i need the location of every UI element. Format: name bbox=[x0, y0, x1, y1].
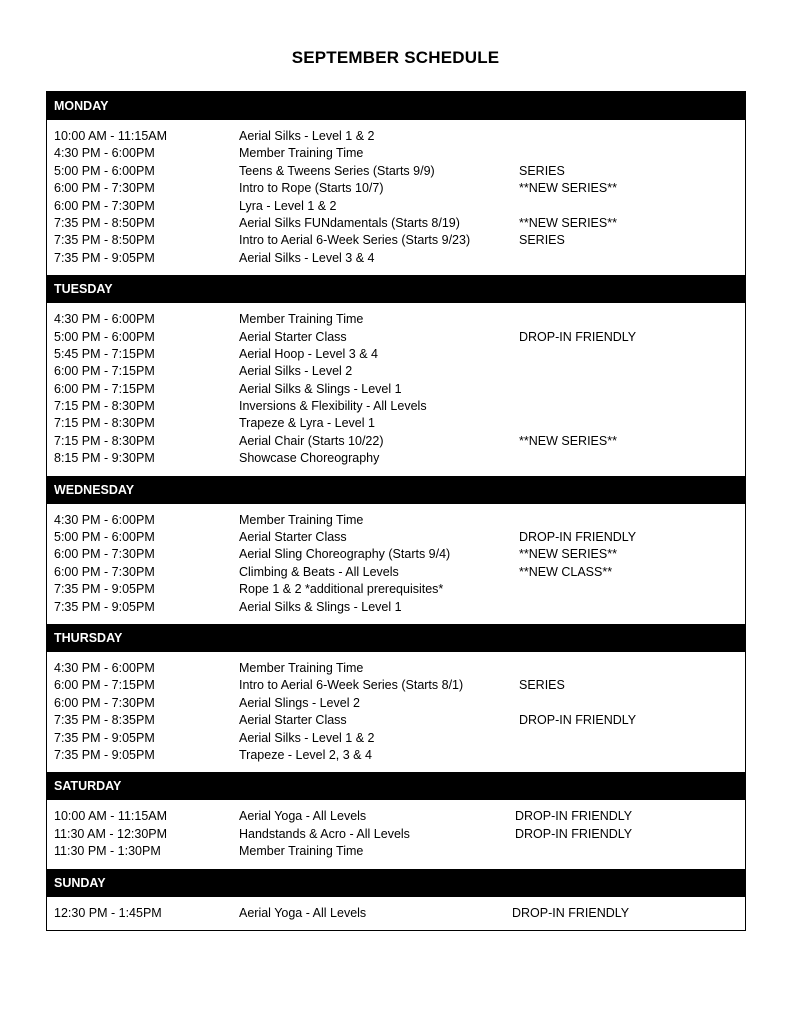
schedule-table bbox=[46, 91, 746, 931]
day-body-sunday bbox=[47, 897, 745, 930]
day-header-thursday: THURSDAY bbox=[47, 624, 745, 652]
class-name: Aerial Silks & Slings - Level 1 bbox=[239, 599, 402, 614]
class-time: 11:30 AM - 12:30PM bbox=[54, 826, 168, 841]
schedule-row bbox=[47, 529, 745, 546]
schedule-row bbox=[47, 381, 745, 398]
class-name: Member Training Time bbox=[239, 844, 364, 859]
class-note: DROP-IN FRIENDLY bbox=[519, 329, 637, 344]
class-time: 10:00 AM - 11:15AM bbox=[54, 809, 168, 824]
schedule-row bbox=[47, 232, 745, 249]
class-time: 6:00 PM - 7:30PM bbox=[54, 547, 155, 562]
day-header-sunday: SUNDAY bbox=[47, 869, 745, 897]
day-header-wednesday: WEDNESDAY bbox=[47, 476, 745, 504]
class-name: Aerial Silks - Level 2 bbox=[239, 364, 353, 379]
class-note: SERIES bbox=[519, 233, 565, 248]
schedule-row bbox=[47, 128, 745, 145]
class-name: Member Training Time bbox=[239, 312, 364, 327]
schedule-row bbox=[47, 564, 745, 581]
class-time: 7:35 PM - 9:05PM bbox=[54, 599, 155, 614]
schedule-row bbox=[47, 660, 745, 677]
schedule-row bbox=[47, 599, 745, 616]
class-time: 7:35 PM - 8:35PM bbox=[54, 713, 155, 728]
class-time: 6:00 PM - 7:30PM bbox=[54, 564, 155, 579]
class-time: 12:30 PM - 1:45PM bbox=[54, 905, 162, 920]
schedule-row bbox=[47, 433, 745, 450]
class-time: 10:00 AM - 11:15AM bbox=[54, 129, 168, 143]
class-time: 7:15 PM - 8:30PM bbox=[54, 399, 155, 414]
class-name: Trapeze & Lyra - Level 1 bbox=[239, 416, 375, 431]
schedule-row bbox=[47, 145, 745, 162]
class-name: Teens & Tweens Series (Starts 9/9) bbox=[239, 163, 435, 178]
class-time: 4:30 PM - 6:00PM bbox=[54, 660, 155, 675]
class-time: 6:00 PM - 7:15PM bbox=[54, 678, 155, 693]
class-name: Inversions & Flexibility - All Levels bbox=[239, 399, 427, 414]
schedule-row bbox=[47, 415, 745, 432]
class-note: **NEW SERIES** bbox=[519, 181, 617, 196]
day-header-saturday: SATURDAY bbox=[47, 772, 745, 800]
class-name: Aerial Silks FUNdamentals (Starts 8/19) bbox=[239, 215, 460, 230]
class-name: Aerial Yoga - All Levels bbox=[239, 809, 367, 824]
class-time: 5:00 PM - 6:00PM bbox=[54, 530, 155, 545]
class-time: 8:15 PM - 9:30PM bbox=[54, 451, 155, 466]
class-name: Aerial Starter Class bbox=[239, 713, 347, 728]
class-time: 7:35 PM - 9:05PM bbox=[54, 730, 155, 745]
class-name: Intro to Aerial 6-Week Series (Starts 8/1) bbox=[239, 678, 464, 693]
class-name: Aerial Silks - Level 1 & 2 bbox=[239, 129, 375, 143]
class-time: 11:30 PM - 1:30PM bbox=[54, 844, 161, 859]
class-note: **NEW SERIES** bbox=[519, 433, 617, 448]
schedule-row bbox=[47, 198, 745, 215]
class-note: DROP-IN FRIENDLY bbox=[512, 905, 630, 920]
schedule-row bbox=[47, 747, 745, 764]
schedule-row bbox=[47, 512, 745, 529]
class-time: 7:35 PM - 8:50PM bbox=[54, 233, 155, 248]
class-name: Member Training Time bbox=[239, 512, 364, 527]
day-body-monday bbox=[47, 120, 745, 275]
class-name: Intro to Rope (Starts 10/7) bbox=[239, 181, 384, 196]
schedule-row bbox=[47, 826, 745, 843]
class-time: 4:30 PM - 6:00PM bbox=[54, 512, 155, 527]
class-time: 6:00 PM - 7:30PM bbox=[54, 198, 155, 213]
class-time: 5:45 PM - 7:15PM bbox=[54, 346, 155, 361]
class-name: Member Training Time bbox=[239, 660, 364, 675]
class-note: **NEW SERIES** bbox=[519, 547, 617, 562]
schedule-row bbox=[47, 677, 745, 694]
class-time: 5:00 PM - 6:00PM bbox=[54, 163, 155, 178]
class-time: 6:00 PM - 7:15PM bbox=[54, 364, 155, 379]
class-time: 5:00 PM - 6:00PM bbox=[54, 329, 155, 344]
day-section-tuesday bbox=[47, 275, 745, 476]
class-name: Aerial Silks - Level 3 & 4 bbox=[239, 250, 375, 265]
schedule-row bbox=[47, 250, 745, 267]
page-title: SEPTEMBER SCHEDULE bbox=[291, 48, 500, 67]
schedule-row bbox=[47, 712, 745, 729]
schedule-row bbox=[47, 905, 745, 922]
schedule-row bbox=[47, 215, 745, 232]
class-time: 6:00 PM - 7:30PM bbox=[54, 695, 155, 710]
class-name: Aerial Slings - Level 2 bbox=[239, 695, 360, 710]
class-name: Climbing & Beats - All Levels bbox=[239, 564, 399, 579]
day-section-wednesday bbox=[47, 476, 745, 624]
day-body-thursday bbox=[47, 652, 745, 772]
schedule-row bbox=[47, 163, 745, 180]
class-note: DROP-IN FRIENDLY bbox=[519, 713, 637, 728]
day-section-monday bbox=[47, 92, 745, 275]
class-time: 4:30 PM - 6:00PM bbox=[54, 312, 155, 327]
class-name: Aerial Starter Class bbox=[239, 530, 347, 545]
schedule-row bbox=[47, 450, 745, 467]
day-body-wednesday bbox=[47, 504, 745, 624]
class-time: 6:00 PM - 7:15PM bbox=[54, 381, 155, 396]
class-name: Aerial Yoga - All Levels bbox=[239, 905, 367, 920]
class-note: DROP-IN FRIENDLY bbox=[515, 809, 633, 824]
class-name: Trapeze - Level 2, 3 & 4 bbox=[239, 747, 372, 762]
class-note: SERIES bbox=[519, 163, 565, 178]
day-header-monday: MONDAY bbox=[47, 92, 745, 120]
schedule-row bbox=[47, 180, 745, 197]
class-time: 6:00 PM - 7:30PM bbox=[54, 181, 155, 196]
class-note: **NEW CLASS** bbox=[519, 564, 613, 579]
class-name: Member Training Time bbox=[239, 146, 364, 161]
schedule-row bbox=[47, 581, 745, 598]
class-time: 7:35 PM - 9:05PM bbox=[54, 582, 155, 597]
class-time: 7:15 PM - 8:30PM bbox=[54, 416, 155, 431]
schedule-row bbox=[47, 329, 745, 346]
class-time: 7:35 PM - 9:05PM bbox=[54, 250, 155, 265]
class-time: 7:15 PM - 8:30PM bbox=[54, 433, 155, 448]
day-body-tuesday bbox=[47, 303, 745, 476]
schedule-row bbox=[47, 730, 745, 747]
class-note: **NEW SERIES** bbox=[519, 215, 617, 230]
schedule-row bbox=[47, 346, 745, 363]
schedule-row bbox=[47, 695, 745, 712]
class-time: 4:30 PM - 6:00PM bbox=[54, 146, 155, 161]
schedule-row bbox=[47, 843, 745, 860]
class-note: DROP-IN FRIENDLY bbox=[515, 826, 633, 841]
class-time: 7:35 PM - 9:05PM bbox=[54, 747, 155, 762]
day-section-saturday bbox=[47, 772, 745, 868]
schedule-row bbox=[47, 808, 745, 825]
class-name: Rope 1 & 2 *additional prerequisites* bbox=[239, 582, 444, 597]
class-name: Handstands & Acro - All Levels bbox=[239, 826, 410, 841]
class-time: 7:35 PM - 8:50PM bbox=[54, 215, 155, 230]
class-name: Showcase Choreography bbox=[239, 451, 380, 466]
class-name: Aerial Silks - Level 1 & 2 bbox=[239, 730, 375, 745]
schedule-row bbox=[47, 398, 745, 415]
day-header-tuesday: TUESDAY bbox=[47, 275, 745, 303]
class-note: SERIES bbox=[519, 678, 565, 693]
day-section-sunday bbox=[47, 869, 745, 930]
class-name: Aerial Silks & Slings - Level 1 bbox=[239, 381, 402, 396]
class-note: DROP-IN FRIENDLY bbox=[519, 530, 637, 545]
class-name: Lyra - Level 1 & 2 bbox=[239, 198, 337, 213]
class-name: Aerial Hoop - Level 3 & 4 bbox=[239, 346, 378, 361]
schedule-row bbox=[47, 546, 745, 563]
day-body-saturday bbox=[47, 800, 745, 868]
class-name: Aerial Starter Class bbox=[239, 329, 347, 344]
schedule-row bbox=[47, 363, 745, 380]
class-name: Aerial Chair (Starts 10/22) bbox=[239, 433, 384, 448]
class-name: Intro to Aerial 6-Week Series (Starts 9/23) bbox=[239, 233, 471, 248]
day-section-thursday bbox=[47, 624, 745, 772]
class-name: Aerial Sling Choreography (Starts 9/4) bbox=[239, 547, 451, 562]
schedule-row bbox=[47, 311, 745, 328]
